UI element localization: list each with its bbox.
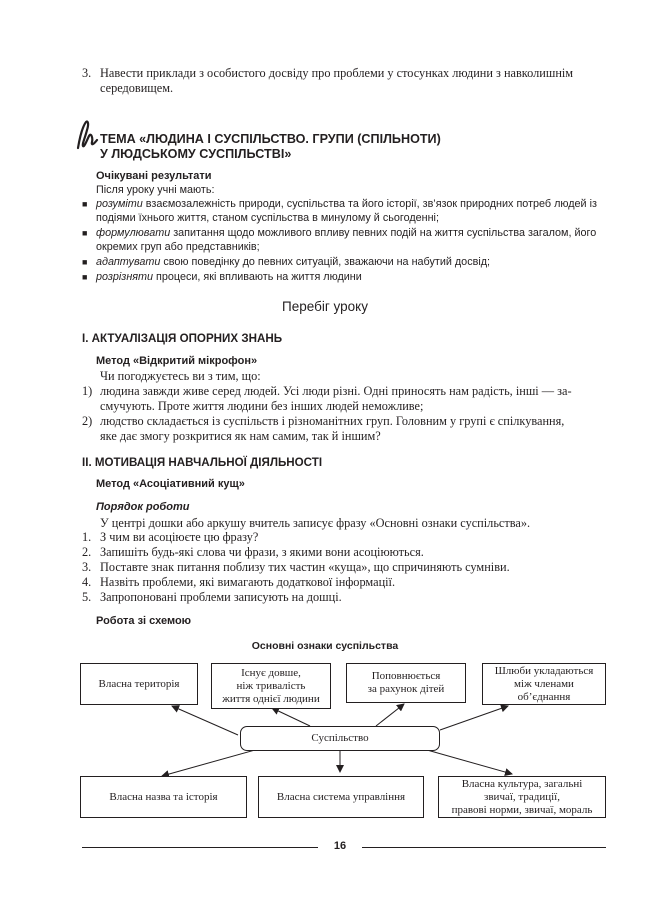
lesson-title: Перебіг уроку	[282, 299, 368, 314]
result-item: адаптувати свою поведінку до певних ситуацій, зважаючи на набутий досвід;	[96, 256, 491, 268]
result-item: формулювати запитання щодо можливого впливу певних подій на життя суспільства загалом, його	[96, 227, 597, 239]
section1-item-number: 2)	[82, 414, 93, 428]
arrow-to-name-history	[162, 748, 262, 776]
topic-title-line2: У ЛЮДСЬКОМУ СУСПІЛЬСТВІ»	[100, 147, 292, 161]
intro-item-number: 3.	[82, 66, 92, 80]
section1-method: Метод «Відкритий мікрофон»	[96, 355, 258, 367]
scheme-box-name-history: Власна назва та історія	[80, 776, 247, 818]
scheme-box-marriages: Шлюби укладаються між членами об’єднання	[482, 663, 606, 705]
step-number: 4.	[82, 575, 92, 589]
result-item-cont: подіями їхнього життя, станом суспільства в минулому й сьогоденні;	[96, 212, 439, 224]
step-number: 5.	[82, 590, 92, 604]
arrow-to-culture	[420, 748, 512, 774]
step-text: Назвіть проблеми, які вимагають додаткової інформації.	[100, 575, 396, 589]
scheme-box-children: Поповнюється за рахунок дітей	[346, 663, 466, 703]
topic-title-line1: ТЕМА «ЛЮДИНА І СУСПІЛЬСТВО. ГРУПИ (СПІЛЬНОТИ)	[100, 132, 441, 146]
footer-rule-right	[362, 847, 606, 848]
scheme-heading: Робота зі схемою	[96, 615, 192, 627]
results-intro: Після уроку учні мають:	[96, 184, 215, 196]
step-text: Запишіть будь-які слова чи фрази, з якими вони асоціюються.	[100, 545, 424, 559]
square-bullet-icon: ■	[82, 272, 88, 282]
scheme-box-culture: Власна культура, загальні звичаї, традиції, правові норми, звичаї, мораль	[438, 776, 606, 818]
arrow-to-longevity	[272, 708, 310, 726]
results-heading: Очікувані результати	[96, 170, 212, 182]
step-text: Запропоновані проблеми записують на дошці.	[100, 590, 342, 604]
scheme-box-longevity: Існує довше, ніж тривалість життя однієї людини	[211, 663, 331, 709]
section1-question: Чи погоджуєтесь ви з тим, що:	[100, 369, 261, 383]
step-text: З чим ви асоціюєте цю фразу?	[100, 530, 259, 544]
scheme-box-governance: Власна система управління	[258, 776, 424, 818]
footer-rule-left	[82, 847, 318, 848]
intro-item-line1: Навести приклади з особистого досвіду про проблеми у стосунках людини з навколишнім	[100, 66, 574, 80]
scheme-center-society: Суспільство	[240, 726, 440, 751]
step-number: 1.	[82, 530, 92, 544]
step-number: 2.	[82, 545, 92, 559]
result-item-cont: окремих груп або представників;	[96, 241, 260, 253]
square-bullet-icon: ■	[82, 199, 88, 209]
square-bullet-icon: ■	[82, 228, 88, 238]
result-item: розрізняти процеси, які впливають на життя людини	[96, 271, 362, 283]
step-number: 3.	[82, 560, 92, 574]
arrow-to-marriages	[440, 706, 508, 730]
section2-method: Метод «Асоціативний кущ»	[96, 478, 245, 490]
result-item: розуміти взаємозалежність природи, суспільства та його історії, зв’язок природних потреб людей із	[96, 198, 597, 210]
work-order-heading: Порядок роботи	[96, 501, 190, 513]
section1-heading: І. АКТУАЛІЗАЦІЯ ОПОРНИХ ЗНАНЬ	[82, 332, 283, 345]
arrow-to-children	[376, 704, 404, 726]
section1-item-line2: яке дає змогу розкритися як нам самим, так й іншим?	[100, 429, 381, 443]
section1-item-line1: людина завжди живе серед людей. Усі люди різні. Одні приносять нам радість, інші — за-	[100, 384, 572, 398]
section1-item-line1: людство складається із суспільств і різноманітних груп. Головним у групі є спілкування,	[100, 414, 565, 428]
section1-item-number: 1)	[82, 384, 93, 398]
intro-item-line2: середовищем.	[100, 81, 174, 95]
scheme-title: Основні ознаки суспільства	[251, 640, 399, 652]
page-number: 16	[333, 840, 347, 852]
step-text: Поставте знак питання поблизу тих частин «куща», що спричиняють сумніви.	[100, 560, 510, 574]
section1-item-line2: смучують. Проте життя людини без інших людей неможливе;	[100, 399, 424, 413]
section2-heading: ІІ. МОТИВАЦІЯ НАВЧАЛЬНОЇ ДІЯЛЬНОСТІ	[82, 456, 323, 469]
arrow-to-territory	[172, 706, 238, 735]
scheme-box-territory: Власна територія	[80, 663, 198, 705]
square-bullet-icon: ■	[82, 257, 88, 267]
section2-intro: У центрі дошки або аркушу вчитель записує фразу «Основні ознаки суспільства».	[100, 516, 531, 530]
